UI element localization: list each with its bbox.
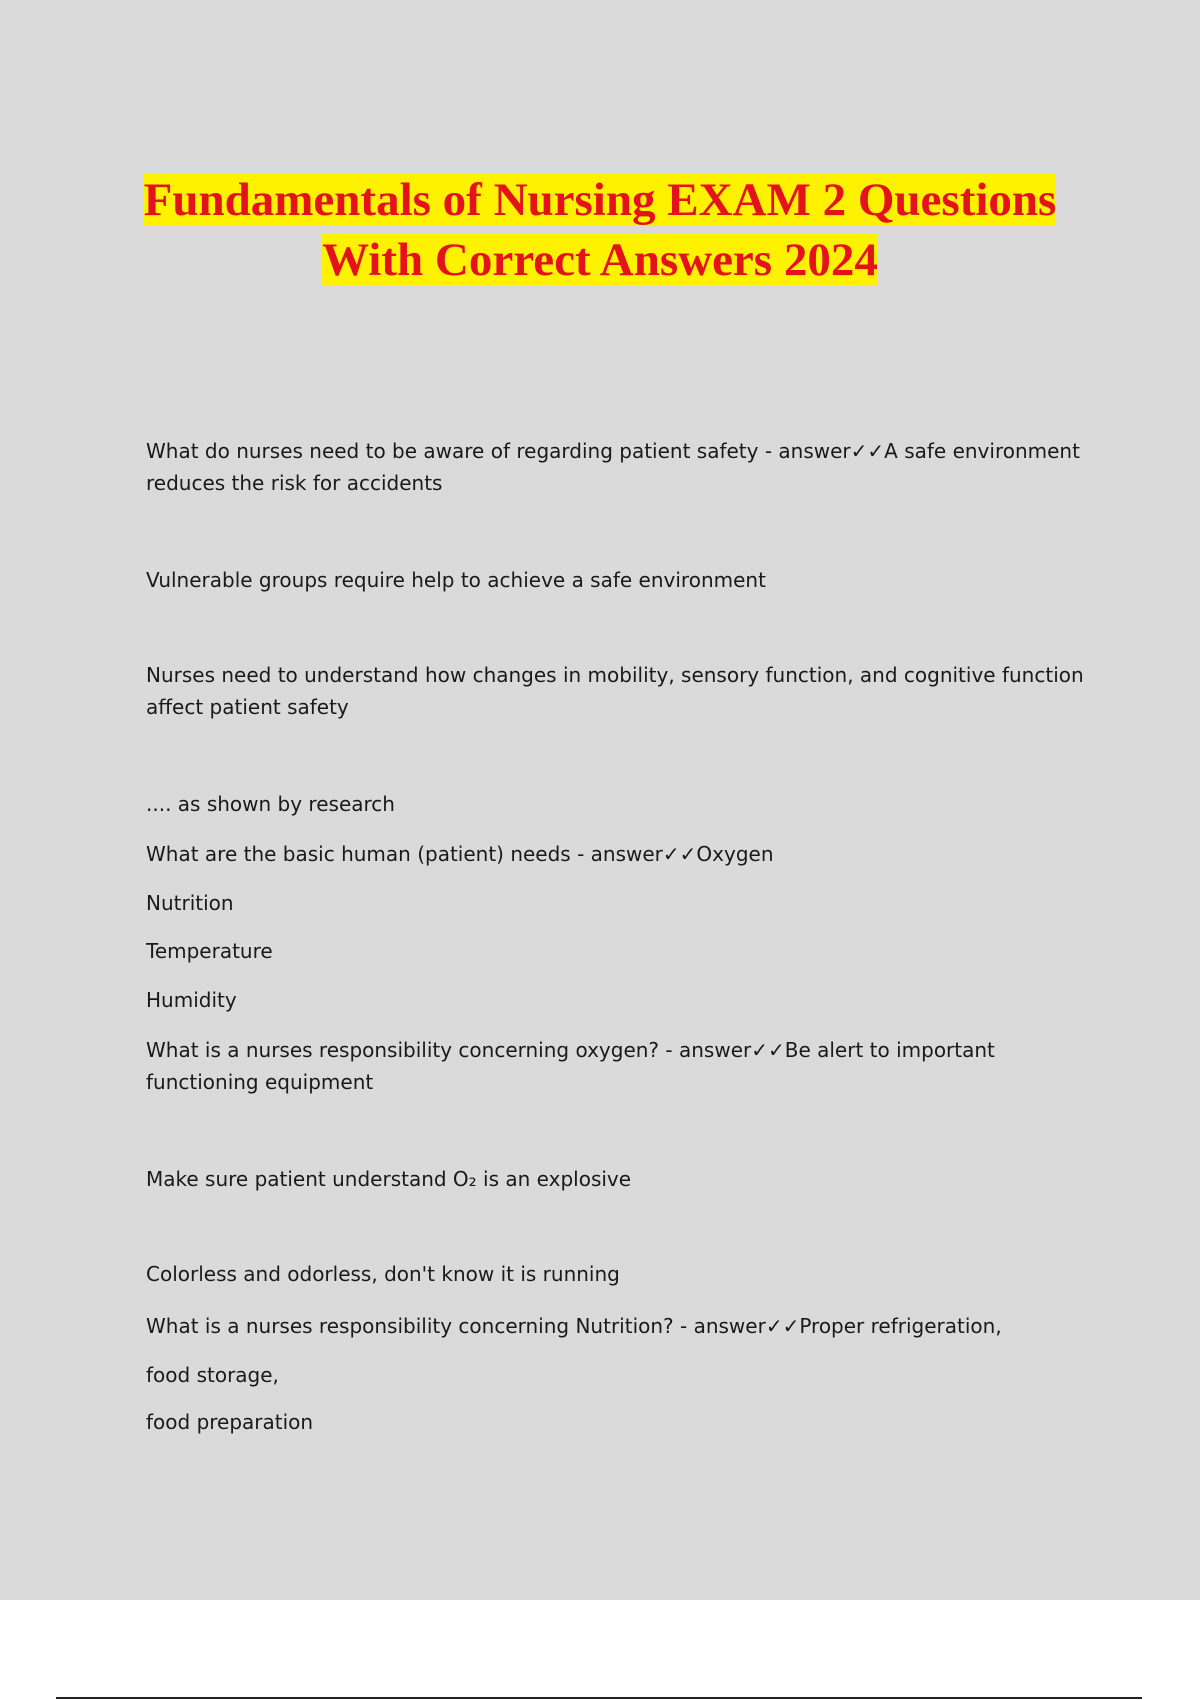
document-title bbox=[100, 170, 1100, 290]
qa-line: Humidity bbox=[146, 988, 237, 1012]
qa-line: reduces the risk for accidents bbox=[146, 471, 443, 495]
qa-line: What is a nurses responsibility concerning Nutrition? - answer✓✓Proper refrigeration, bbox=[146, 1314, 1002, 1338]
bottom-divider bbox=[56, 1697, 1142, 1699]
qa-line: food storage, bbox=[146, 1363, 279, 1387]
qa-line: What do nurses need to be aware of regarding patient safety - answer✓✓A safe environment bbox=[146, 439, 1080, 463]
qa-line: Nutrition bbox=[146, 891, 234, 915]
qa-line: Vulnerable groups require help to achieve a safe environment bbox=[146, 568, 766, 592]
qa-line: What is a nurses responsibility concerning oxygen? - answer✓✓Be alert to important bbox=[146, 1038, 995, 1062]
qa-line: food preparation bbox=[146, 1410, 314, 1434]
title-line-2: With Correct Answers 2024 bbox=[322, 234, 878, 286]
qa-line: What are the basic human (patient) needs - answer✓✓Oxygen bbox=[146, 842, 774, 866]
qa-line: .... as shown by research bbox=[146, 792, 395, 816]
title-line-1: Fundamentals of Nursing EXAM 2 Questions bbox=[143, 174, 1057, 226]
qa-line: functioning equipment bbox=[146, 1070, 374, 1094]
qa-line: Nurses need to understand how changes in mobility, sensory function, and cognitive function bbox=[146, 663, 1084, 687]
qa-line: Temperature bbox=[146, 939, 273, 963]
qa-line: affect patient safety bbox=[146, 695, 349, 719]
qa-line: Make sure patient understand O₂ is an explosive bbox=[146, 1167, 632, 1191]
qa-line: Colorless and odorless, don't know it is running bbox=[146, 1262, 620, 1286]
